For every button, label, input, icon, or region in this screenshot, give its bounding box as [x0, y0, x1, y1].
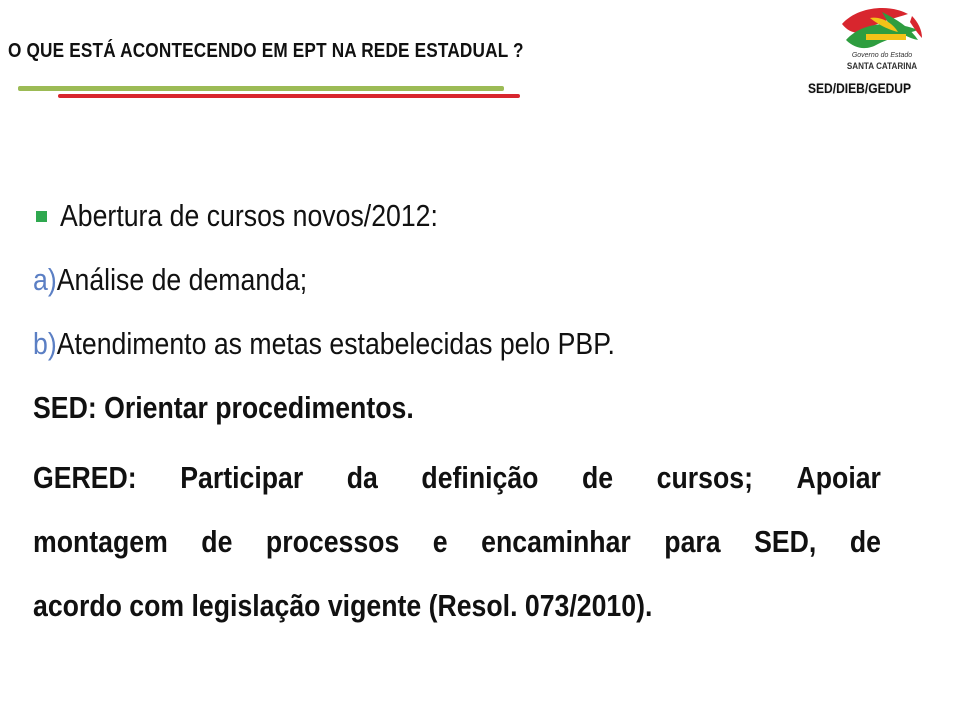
logo-subtitle: Governo do Estado	[851, 52, 913, 59]
list-text-b: Atendimento as metas estabelecidas pelo PBP.	[56, 326, 615, 361]
title-underline-green	[18, 86, 504, 91]
bullet-item	[33, 184, 881, 248]
gered-line-1: GERED: Participar da definição de cursos; Apoiar	[33, 460, 881, 495]
gered-line-2: montagem de processos e encaminhar para SED, de	[33, 524, 881, 559]
list-item-a	[33, 248, 881, 312]
square-bullet-icon	[36, 211, 47, 222]
sed-line: SED: Orientar procedimentos.	[33, 390, 414, 425]
gered-line-3: acordo com legislação vigente (Resol. 073/2010).	[33, 588, 653, 623]
slide-body	[33, 184, 881, 440]
title-underline-red	[58, 94, 520, 98]
org-code: SED/DIEB/GEDUP	[808, 80, 912, 96]
list-text-a: Análise de demanda;	[56, 262, 308, 297]
bullet-text: Abertura de cursos novos/2012:	[60, 198, 438, 233]
list-item-b	[33, 312, 881, 376]
logo-title: SANTA CATARINA	[846, 61, 918, 71]
list-marker-b: b)	[33, 326, 57, 361]
gered-paragraph	[33, 446, 881, 638]
slide-title: O QUE ESTÁ ACONTECENDO EM EPT NA REDE ESTADUAL ?	[8, 40, 524, 62]
list-marker-a: a)	[33, 262, 57, 297]
